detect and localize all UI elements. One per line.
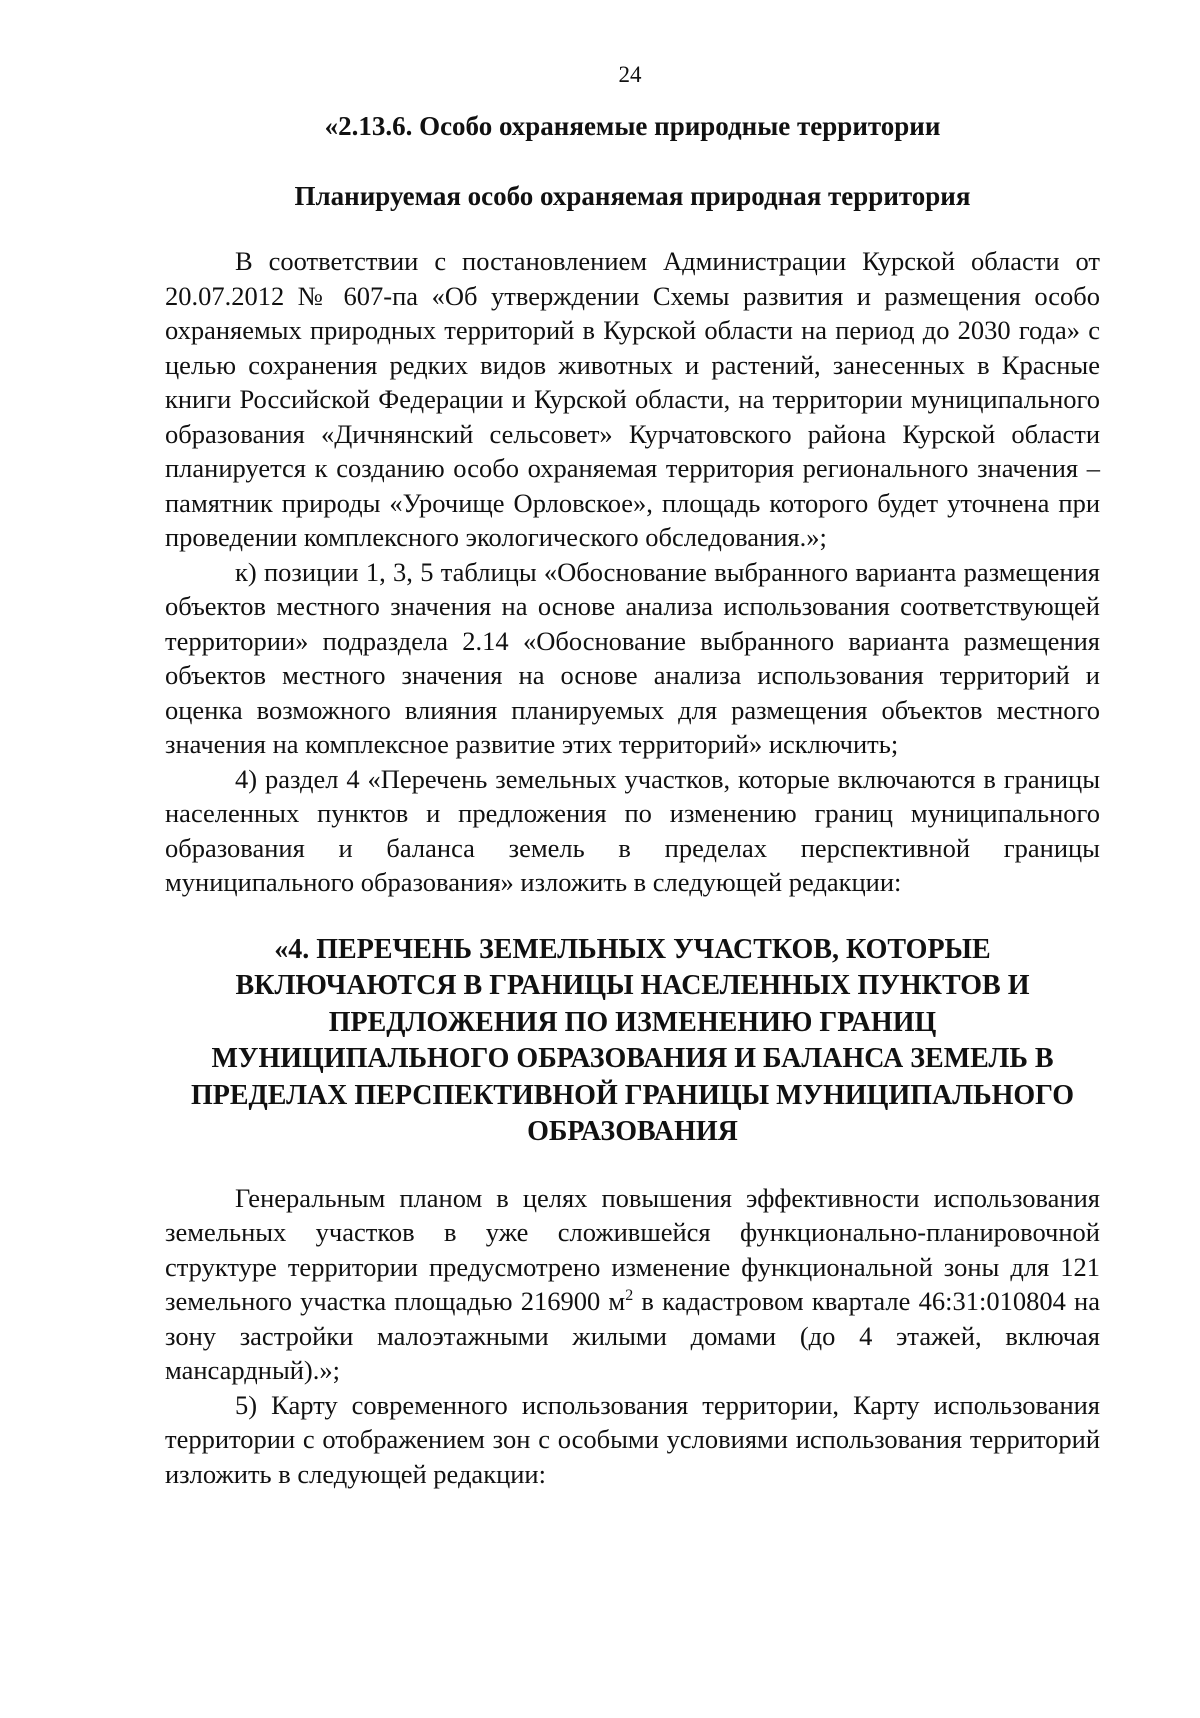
section-4-heading-line: МУНИЦИПАЛЬНОГО ОБРАЗОВАНИЯ И БАЛАНСА ЗЕМЕЛЬ В: [211, 1043, 1054, 1074]
page-number: 24: [618, 62, 642, 87]
section-4-heading-line: ПРЕДЛОЖЕНИЯ ПО ИЗМЕНЕНИЮ ГРАНИЦ: [328, 1006, 937, 1038]
paragraph-item-4: 4) раздел 4 «Перечень земельных участков, которые включаются в границы населенных пунктов и предложения по изменению границ муниципального образования и баланса земель в пределах перспективной границы муниципального образования» изложить в следующей редакции:: [165, 763, 1100, 897]
paragraph-item-5: 5) Карту современного использования территории, Карту использования территории с отображением зон с особыми условиями использования территорий изложить в следующей редакции:: [165, 1389, 1100, 1489]
sub-heading: Планируемая особо охраняемая природная территория: [294, 181, 971, 211]
paragraph-item-k: к) позиции 1, 3, 5 таблицы «Обоснование выбранного варианта размещения объектов местного значения на основе анализа использования соответствующей территории» подраздела 2.14 «Обоснование выбранного варианта размещения объектов местного значения на основе анализа использования территорий и оценка возможного влияния планируемых для размещения объектов местного значения на комплексное развитие этих территорий» исключить;: [165, 556, 1100, 759]
paragraph-oopt: В соответствии с постановлением Администрации Курской области от 20.07.2012 № 607-па «Об утверждении Схемы развития и размещения особо охраняемых природных территорий в Курской области на период до 2030 года» с целью сохранения редких видов животных и растений, занесенных в Красные книги Российской Федерации и Курской области, на территории муниципального образования «Дичнянский сельсовет» Курчатовского района Курской области планируется к созданию особо охраняемая территория регионального значения – памятник природы «Урочище Орловское», площадь которого будет уточнена при проведении комплексного экологического обследования.»;: [165, 246, 1100, 552]
superscript-2: 2: [625, 1287, 634, 1305]
section-4-heading-line: ВКЛЮЧАЮТСЯ В ГРАНИЦЫ НАСЕЛЕННЫХ ПУНКТОВ И: [235, 970, 1030, 1001]
section-4-heading: [165, 932, 1100, 1151]
paragraph-general-plan: [165, 1181, 1100, 1388]
paragraph-general-plan-text-end: в кадастровом квартале 46:31:010804 на зону застройки малоэтажными жилыми домами (до 4 этажей, включая мансардный).»;: [165, 1286, 1100, 1385]
section-4-heading-line: ПРЕДЕЛАХ ПЕРСПЕКТИВНОЙ ГРАНИЦЫ МУНИЦИПАЛЬНОГО: [190, 1079, 1075, 1111]
section-4-heading-line: ОБРАЗОВАНИЯ: [527, 1116, 738, 1147]
section-heading: «2.13.6. Особо охраняемые природные территории: [324, 111, 941, 141]
paragraph-general-plan-text: Генеральным планом в целях повышения эффективности использования земельных участков в уже сложившейся функционально-планировочной структуре территории предусмотрено изменение функциональной зоны для 121 земельного участка площадью 216900 м: [165, 1182, 1100, 1316]
document-body: [165, 108, 1100, 1491]
section-4-heading-line: «4. ПЕРЕЧЕНЬ ЗЕМЕЛЬНЫХ УЧАСТКОВ, КОТОРЫЕ: [274, 933, 991, 965]
